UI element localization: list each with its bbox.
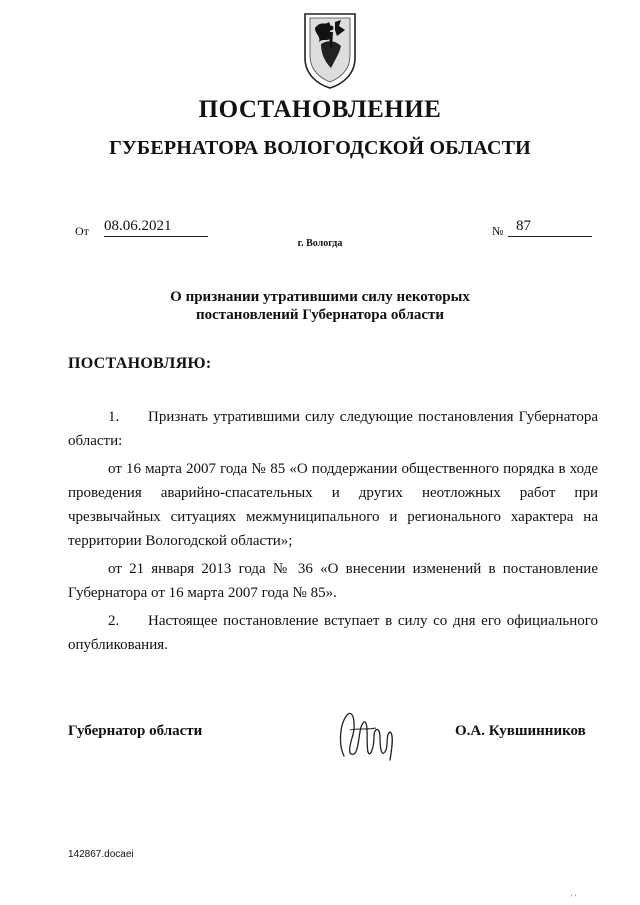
resolve-heading: ПОСТАНОВЛЯЮ: bbox=[68, 355, 212, 372]
document-date: 08.06.2021 bbox=[104, 218, 208, 237]
body-subitem-2: от 21 января 2013 года № 36 «О внесении изменений в постановление Губернатора от 16 марта 2007 года № 85». bbox=[68, 561, 598, 601]
footer-mark: ' ' bbox=[571, 893, 576, 902]
signatory-name: О.А. Кувшинников bbox=[455, 723, 586, 739]
item-1-text: Признать утратившими силу следующие постановления Губернатора области: bbox=[68, 409, 598, 449]
body-subitem-1: от 16 марта 2007 года № 85 «О поддержании общественного порядка в ходе проведения аварийно-спасательных и других неотложных работ при чрезвычайных ситуациях межмуниципального и регионального характера на территории Вологодской области»; bbox=[68, 461, 598, 549]
signatory-title: Губернатор области bbox=[68, 723, 203, 739]
subject-line-1: О признании утратившими силу некоторых bbox=[170, 289, 470, 305]
date-prefix-label: От bbox=[75, 224, 89, 238]
subject-line-2: постановлений Губернатора области bbox=[195, 307, 445, 323]
document-number: 87 bbox=[508, 218, 592, 237]
item-2-text: Настоящее постановление вступает в силу со дня его официального опубликования. bbox=[68, 613, 598, 653]
document-issuer-heading: ГУБЕРНАТОРА ВОЛОГОДСКОЙ ОБЛАСТИ bbox=[109, 137, 531, 159]
issue-city: г. Вологда bbox=[297, 238, 343, 249]
body-item-1 bbox=[68, 405, 598, 453]
document-subject bbox=[0, 288, 640, 324]
body-item-2 bbox=[68, 609, 598, 657]
document-type-heading: ПОСТАНОВЛЕНИЕ bbox=[198, 96, 442, 123]
coat-of-arms-icon bbox=[301, 8, 359, 90]
number-prefix-label: № bbox=[492, 224, 504, 238]
handwritten-signature-icon bbox=[336, 704, 398, 764]
document-body bbox=[68, 405, 598, 657]
item-1-number: 1. bbox=[108, 409, 120, 425]
footer-file-code: 142867.docaei bbox=[68, 849, 134, 860]
item-2-number: 2. bbox=[108, 613, 120, 629]
